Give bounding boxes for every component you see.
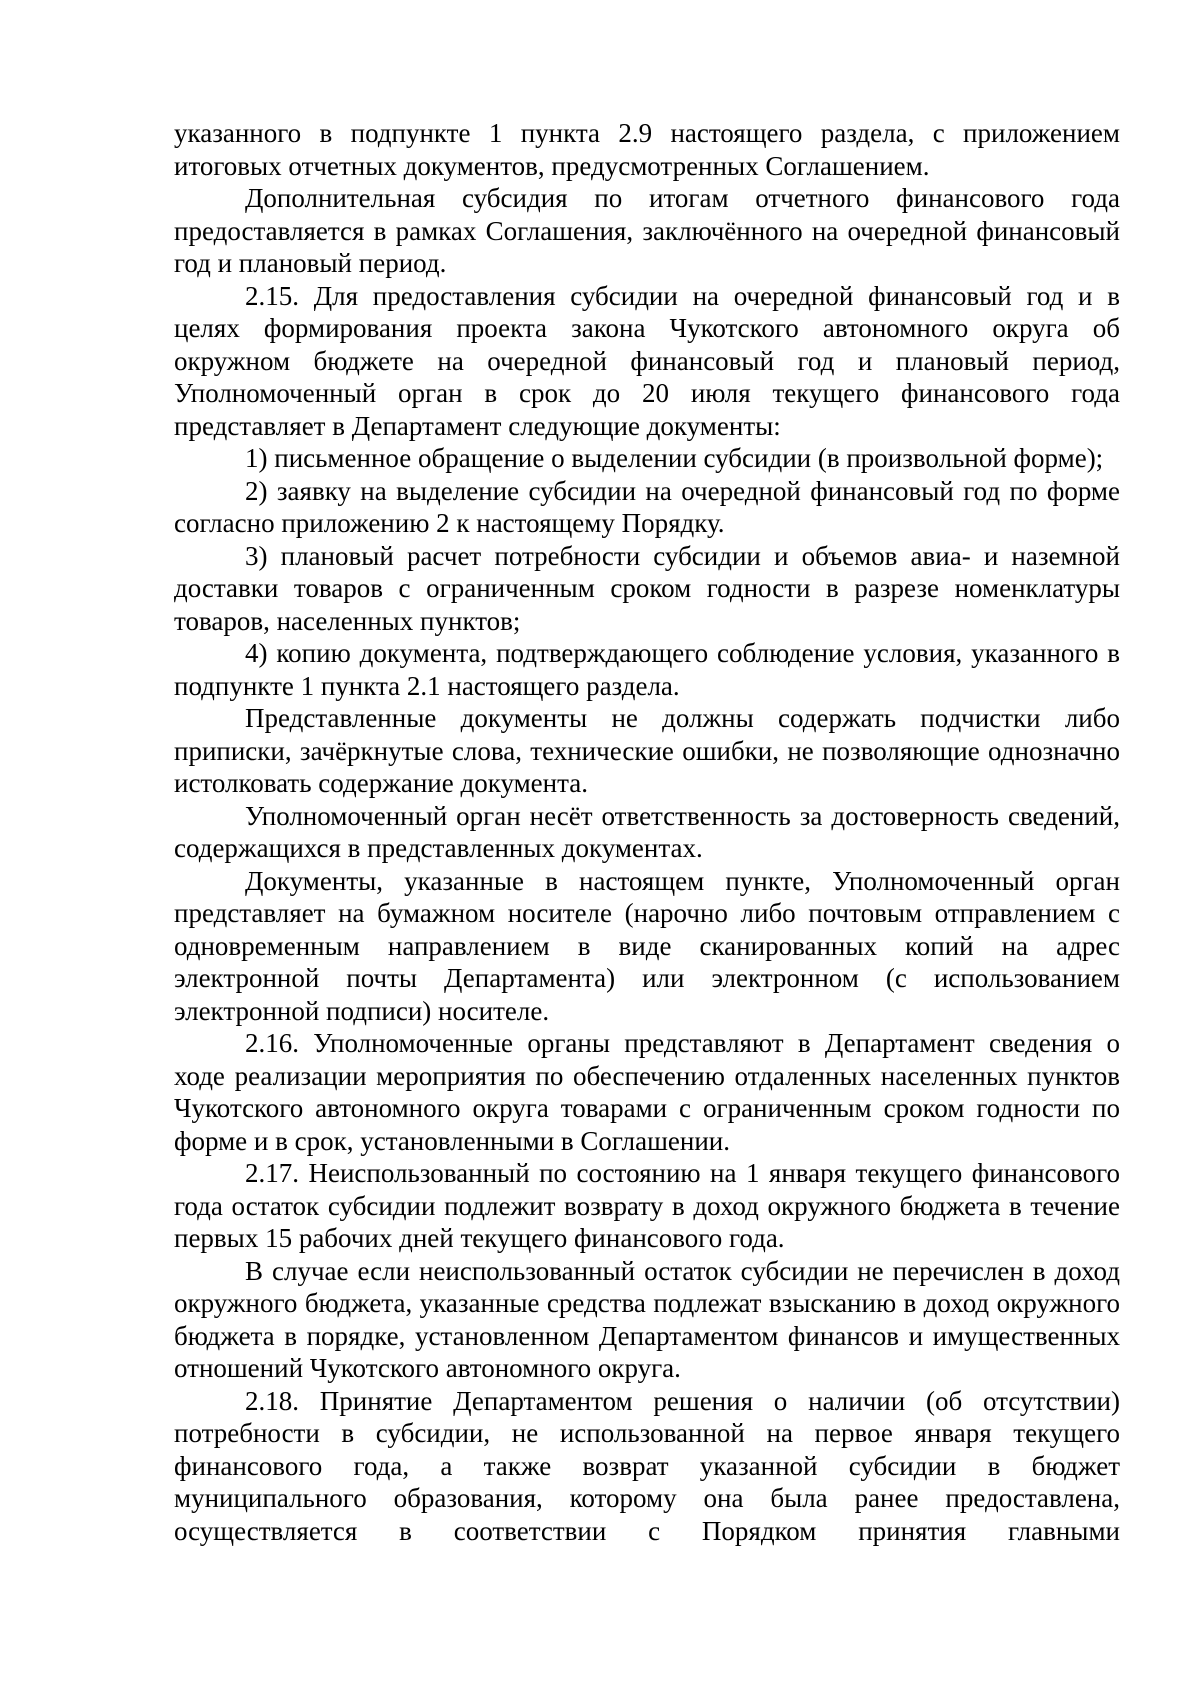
paragraph-2-15: 2.15. Для предоставления субсидии на очередной финансовый год и в целях формирования проекта закона Чукотского автономного округа об окружном бюджете на очередной финансовый год и плановый период, Уполномоченный орган в срок до 20 июля текущего финансового года представляет в Департамент следующие документы: — [174, 280, 1120, 441]
document-page — [174, 117, 1120, 1547]
paragraph-submission-method: Документы, указанные в настоящем пункте, Уполномоченный орган представляет на бумажном носителе (нарочно либо почтовым отправлением с одновременным направлением в виде сканированных копий на адрес электронной почты Департамента) или электронном (с использованием электронной подписи) носителе. — [174, 865, 1120, 1026]
paragraph-2-18: 2.18. Принятие Департаментом решения о наличии (об отсутствии) потребности в субсидии, не использованной на первое января текущего финансового года, а также возврат указанной субсидии в бюджет муниципального образования, которому она была ранее предоставлена, осуществляется в соответствии с Порядком принятия главными — [174, 1385, 1120, 1546]
paragraph-document-requirements: Представленные документы не должны содержать подчистки либо приписки, зачёркнутые слова, технические ошибки, не позволяющие однозначно истолковать содержание документа. — [174, 703, 1120, 798]
list-item-3: 3) плановый расчет потребности субсидии и объемов авиа- и наземной доставки товаров с ограниченным сроком годности в разрезе номенклатуры товаров, населенных пунктов; — [174, 540, 1120, 636]
list-item-2: 2) заявку на выделение субсидии на очередной финансовый год по форме согласно приложению 2 к настоящему Порядку. — [174, 475, 1120, 538]
list-item-1: 1) письменное обращение о выделении субсидии (в произвольной форме); — [245, 443, 1104, 473]
paragraph-recovery: В случае если неиспользованный остаток субсидии не перечислен в доход окружного бюджета, указанные средства подлежат взысканию в доход окружного бюджета в порядке, установленном Департаментом финансов и имущественных отношений Чукотского автономного округа. — [174, 1255, 1120, 1383]
paragraph-continuation: указанного в подпункте 1 пункта 2.9 настоящего раздела, с приложением итоговых отчетных документов, предусмотренных Соглашением. — [174, 118, 1120, 181]
paragraph-responsibility: Уполномоченный орган несёт ответственность за достоверность сведений, содержащихся в представленных документах. — [174, 800, 1120, 863]
paragraph-additional-subsidy: Дополнительная субсидия по итогам отчетного финансового года предоставляется в рамках Соглашения, заключённого на очередной финансовый год и плановый период. — [174, 183, 1120, 278]
paragraph-2-16: 2.16. Уполномоченные органы представляют в Департамент сведения о ходе реализации мероприятия по обеспечению отдаленных населенных пунктов Чукотского автономного округа товарами с ограниченным сроком годности по форме и в срок, установленными в Соглашении. — [174, 1028, 1120, 1156]
list-item-4: 4) копию документа, подтверждающего соблюдение условия, указанного в подпункте 1 пункта 2.1 настоящего раздела. — [174, 638, 1120, 701]
paragraph-2-17: 2.17. Неиспользованный по состоянию на 1 января текущего финансового года остаток субсидии подлежит возврату в доход окружного бюджета в течение первых 15 рабочих дней текущего финансового года. — [174, 1158, 1120, 1253]
